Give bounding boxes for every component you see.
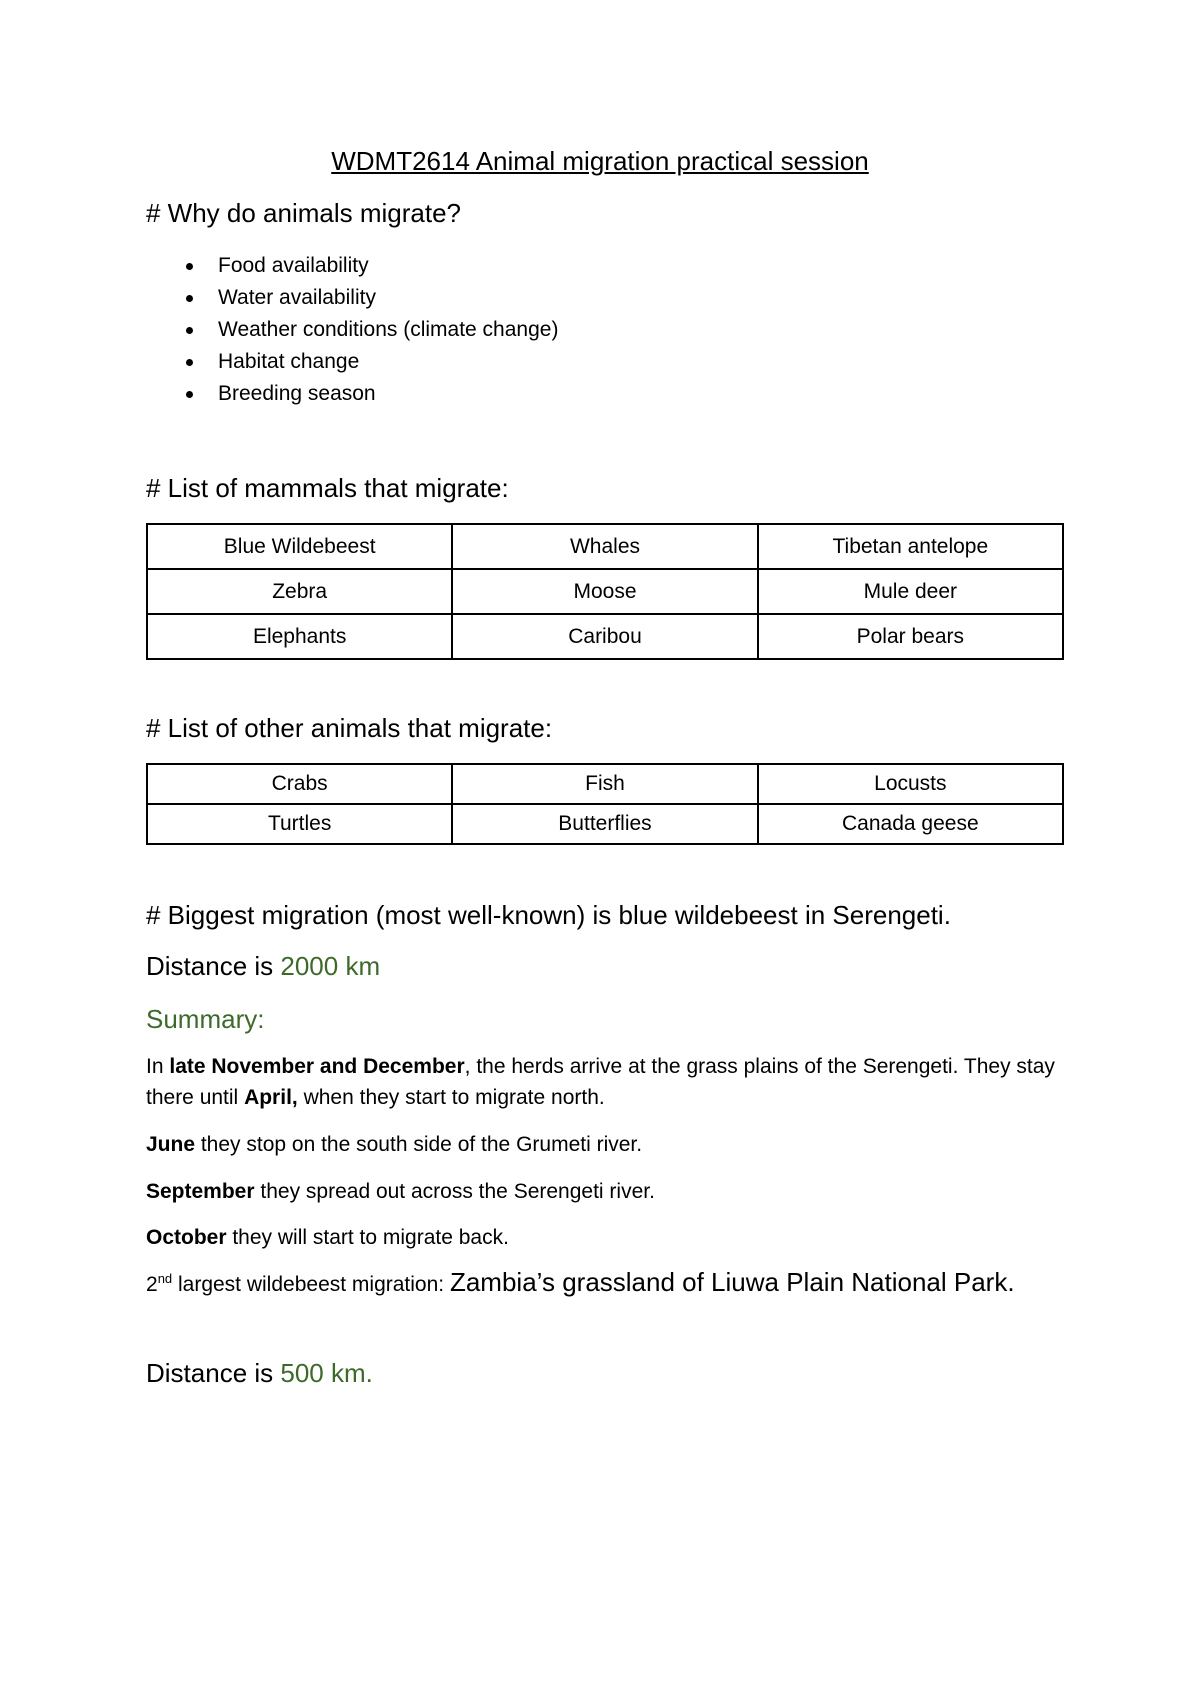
list-item: Water availability [146, 282, 558, 314]
biggest-heading: # Biggest migration (most well-known) is blue wildebeest in Serengeti. [146, 900, 951, 930]
distance-label: Distance is [146, 1358, 281, 1388]
distance-value: 2000 km [280, 951, 381, 981]
second-migration-text: largest wildebeest migration: [172, 1273, 450, 1296]
ordinal-number: 2 [146, 1273, 158, 1296]
reasons-list [146, 250, 558, 410]
september-paragraph [146, 1176, 1076, 1207]
table-cell: Tibetan antelope [758, 524, 1063, 569]
list-item: Food availability [146, 250, 558, 282]
table-cell: Zebra [147, 569, 452, 614]
others-heading: # List of other animals that migrate: [146, 713, 553, 743]
june-paragraph [146, 1129, 1076, 1160]
table-cell: Crabs [147, 764, 452, 804]
table-cell: Butterflies [452, 804, 757, 844]
ordinal-suffix: nd [157, 1271, 173, 1286]
table-cell: Caribou [452, 614, 757, 659]
table-cell: Canada geese [758, 804, 1063, 844]
list-item: Breeding season [146, 378, 558, 410]
distance-label: Distance is [146, 951, 281, 981]
table-row [147, 524, 1063, 569]
second-migration-paragraph [146, 1265, 1076, 1302]
mammals-heading: # List of mammals that migrate: [146, 473, 509, 503]
table-cell: Blue Wildebeest [147, 524, 452, 569]
summary-emphasis: late November and December [169, 1055, 465, 1078]
summary-emphasis: April, [244, 1086, 298, 1109]
table-row [147, 804, 1063, 844]
table-row [147, 614, 1063, 659]
month-label: September [146, 1180, 255, 1203]
list-item: Weather conditions (climate change) [146, 314, 558, 346]
table-cell: Turtles [147, 804, 452, 844]
october-paragraph [146, 1222, 1076, 1253]
summary-text: In [146, 1055, 170, 1078]
table-cell: Whales [452, 524, 757, 569]
table-cell: Elephants [147, 614, 452, 659]
table-row [147, 569, 1063, 614]
summary-paragraph [146, 1051, 1076, 1113]
second-migration-location: Zambia’s grassland of Liuwa Plain National Park. [449, 1267, 1015, 1297]
table-row [147, 764, 1063, 804]
table-cell: Moose [452, 569, 757, 614]
distance-line [146, 949, 380, 983]
distance-value: 500 km. [280, 1358, 373, 1388]
table-cell: Polar bears [758, 614, 1063, 659]
table-cell: Locusts [758, 764, 1063, 804]
summary-label: Summary: [146, 1004, 265, 1034]
summary-text: when they start to migrate north. [297, 1086, 605, 1109]
summary-text: they stop on the south side of the Grumeti river. [195, 1133, 643, 1156]
table-cell: Fish [452, 764, 757, 804]
why-heading: # Why do animals migrate? [146, 198, 462, 228]
others-table [146, 763, 1064, 845]
mammals-table [146, 523, 1064, 660]
list-item: Habitat change [146, 346, 558, 378]
second-distance-line [146, 1356, 373, 1390]
summary-text: they will start to migrate back. [226, 1226, 509, 1249]
document-title: WDMT2614 Animal migration practical session [331, 146, 869, 176]
table-cell: Mule deer [758, 569, 1063, 614]
month-label: October [146, 1226, 227, 1249]
summary-text: they spread out across the Serengeti river. [254, 1180, 655, 1203]
month-label: June [146, 1133, 196, 1156]
summary-text: , the herds arrive at the grass plains of the Serengeti. They stay there until [146, 1055, 1055, 1109]
